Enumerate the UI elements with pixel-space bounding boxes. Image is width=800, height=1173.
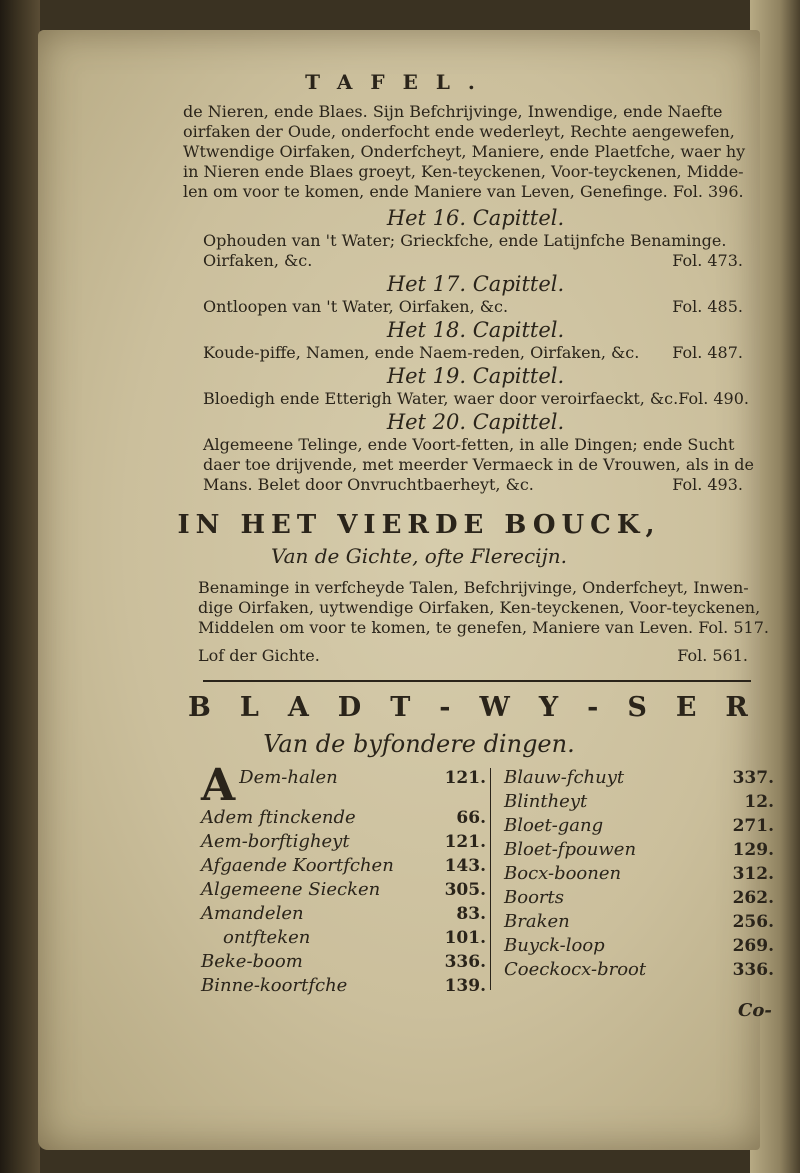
index-page: 271. [732, 816, 774, 836]
index-page: 143. [444, 856, 486, 876]
index-page: 101. [444, 928, 486, 948]
index-term: Blauw-fchuyt [504, 767, 625, 788]
chapter-line: Bloedigh ende Etterigh Water, waer door veroirfaeckt, &c. [203, 389, 679, 408]
index-entry [201, 950, 486, 974]
paragraph-line: oirfaken der Oude, onderfocht ende wederleyt, Rechte aengewefen, [183, 122, 735, 141]
index-entry [201, 878, 486, 902]
heading-letter: E [675, 692, 697, 723]
paragraph-line: dige Oirfaken, uytwendige Oirfaken, Ken-teyckenen, Voor-teyckenen, [198, 598, 761, 617]
bladtwyser-subtitle: Van de byfondere dingen. [263, 730, 575, 758]
index-entry [504, 862, 774, 886]
index-term: Bloet-fpouwen [504, 839, 637, 860]
index-term: ontfteken [223, 927, 311, 948]
bladtwyser-heading [188, 692, 748, 723]
folio-ref: Fol. 485. [672, 297, 743, 316]
index-entry [201, 974, 486, 998]
chapter-line: Oirfaken, &c. [203, 251, 313, 270]
index-entry [504, 910, 774, 934]
index-page: 121. [444, 768, 486, 788]
index-page: 256. [732, 912, 774, 932]
paragraph-line: de Nieren, ende Blaes. Sijn Befchrijvinge, Inwendige, ende Naefte [183, 102, 723, 121]
index-term: Buyck-loop [504, 935, 605, 956]
index-term: Coeckocx-broot [504, 959, 647, 980]
index-term: Bocx-boonen [504, 863, 622, 884]
index-column-left [201, 760, 486, 998]
index-entry [504, 958, 774, 982]
book-subheading: Van de Gichte, ofte Flerecijn. [270, 544, 568, 568]
folio-ref: Fol. 561. [677, 646, 748, 665]
chapter-line: Ontloopen van 't Water, Oirfaken, &c. [203, 297, 509, 316]
paragraph-line: Middelen om voor te komen, te genefen, Maniere van Leven. Fol. 517. [198, 618, 769, 637]
top-paragraph [183, 102, 763, 202]
index-page: 337. [732, 768, 774, 788]
folio-ref: Fol. 493. [672, 475, 743, 494]
chapter-list [203, 205, 755, 495]
folio-ref: Fol. 487. [672, 343, 743, 362]
index-entry [504, 814, 774, 838]
index-page: 336. [732, 960, 774, 980]
index-term: Binne-koortfche [201, 975, 348, 996]
index-term: Braken [504, 911, 570, 932]
lof-text: Lof der Gichte. [198, 646, 320, 665]
chapter-line: Mans. Belet door Onvruchtbaerheyt, &c. [203, 475, 534, 494]
chapter-heading: Het 17. Capittel. [386, 272, 565, 296]
chapter-heading: Het 16. Capittel. [386, 206, 565, 230]
index-column-right [504, 766, 774, 982]
book-page [38, 30, 774, 1150]
heading-letter: - [587, 692, 599, 723]
index-page: 129. [732, 840, 774, 860]
heading-letter: Y [538, 692, 559, 723]
index-term: Aem-borftigheyt [201, 831, 350, 852]
index-entry [201, 854, 486, 878]
chapter-heading: Het 18. Capittel. [386, 318, 565, 342]
index-term: Blintheyt [504, 791, 588, 812]
index-entry [504, 790, 774, 814]
index-page: 269. [732, 936, 774, 956]
paragraph-line: in Nieren ende Blaes groeyt, Ken-teyckenen, Voor-teyckenen, Midde- [183, 162, 744, 181]
heading-letter: T [390, 692, 411, 723]
chapter-line: Algemeene Telinge, ende Voort-fetten, in alle Dingen; ende Sucht [203, 435, 735, 454]
index-term: Amandelen [201, 903, 304, 924]
heading-letter: - [439, 692, 451, 723]
heading-letter: S [627, 692, 647, 723]
index-page: 66. [456, 808, 486, 828]
index-entry [201, 902, 486, 926]
column-divider [490, 768, 491, 990]
index-page: 139. [444, 976, 486, 996]
index-term: Bloet-gang [504, 815, 604, 836]
index-page: 336. [444, 952, 486, 972]
paragraph-line: Wtwendige Oirfaken, Onderfcheyt, Maniere, ende Plaetfche, waer hy [183, 142, 746, 161]
heading-letter: A [287, 692, 309, 723]
folio-ref: Fol. 490. [678, 389, 749, 408]
heading-letter: W [479, 692, 510, 723]
index-term: Beke-boom [201, 951, 303, 972]
folio-ref: Fol. 473. [672, 251, 743, 270]
index-term: Dem-halen [239, 767, 338, 788]
paragraph-line: len om voor te komen, ende Maniere van Leven, Genefinge. Fol. 396. [183, 182, 744, 201]
index-term: Boorts [504, 887, 564, 908]
heading-letter: L [239, 692, 259, 723]
book-paragraph [198, 578, 769, 666]
index-page: 121. [444, 832, 486, 852]
index-entry [504, 766, 774, 790]
index-entry [201, 806, 486, 830]
section-rule [203, 680, 751, 682]
heading-letter: R [725, 692, 748, 723]
chapter-line: daer toe drijvende, met meerder Vermaeck in de Vrouwen, als in de [203, 455, 755, 474]
heading-letter: D [337, 692, 362, 723]
heading-letter: B [188, 692, 211, 723]
index-entry [201, 760, 486, 811]
chapter-heading: Het 19. Capittel. [386, 364, 565, 388]
index-entry [201, 830, 486, 854]
index-term: Afgaende Koortfchen [201, 855, 394, 876]
index-page: 83. [456, 904, 486, 924]
running-head: TAFEL. [305, 70, 493, 94]
drop-cap: A [201, 760, 236, 811]
index-entry [504, 886, 774, 910]
index-entry [504, 838, 774, 862]
index-page: 12. [744, 792, 774, 812]
index-entry [201, 926, 486, 950]
index-term: Algemeene Siecken [201, 879, 381, 900]
index-page: 262. [732, 888, 774, 908]
chapter-line: Koude-piffe, Namen, ende Naem-reden, Oirfaken, &c. [203, 343, 640, 362]
chapter-heading: Het 20. Capittel. [386, 410, 565, 434]
catchword: Co- [738, 1000, 772, 1021]
paragraph-line: Benaminge in verfcheyde Talen, Befchrijvinge, Onderfcheyt, Inwen- [198, 578, 749, 597]
index-page: 305. [444, 880, 486, 900]
book-spine-left [0, 0, 40, 1173]
book-heading: IN HET VIERDE BOUCK, [177, 510, 661, 540]
index-term: Adem ftinckende [201, 807, 356, 828]
chapter-line: Ophouden van 't Water; Grieckfche, ende Latijnfche Benaminge. [203, 231, 727, 250]
index-entry [504, 934, 774, 958]
index-page: 312. [732, 864, 774, 884]
